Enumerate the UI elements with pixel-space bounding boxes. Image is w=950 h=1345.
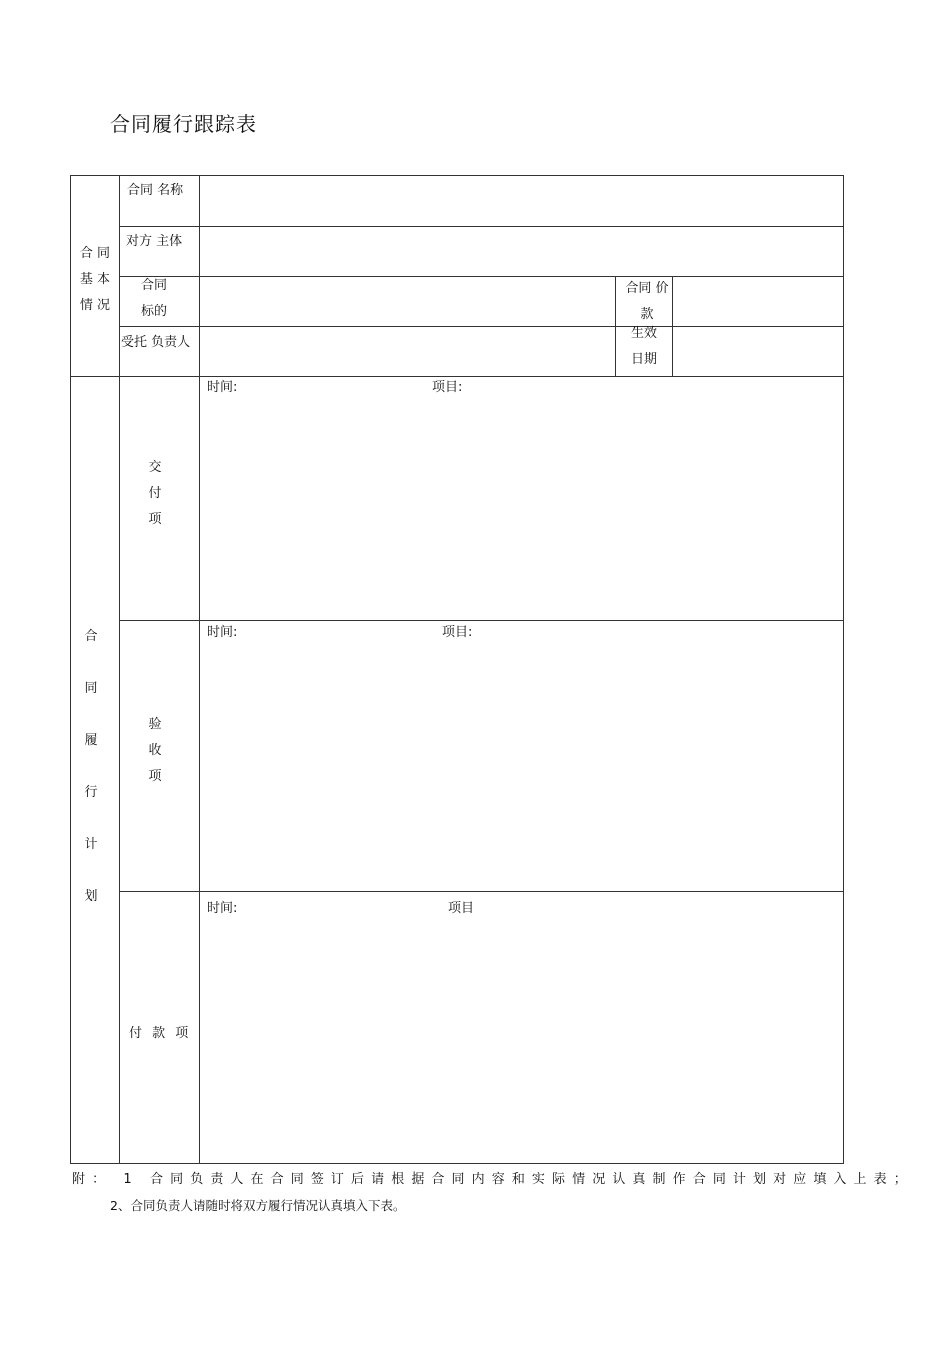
effective-date-field[interactable] [674,328,842,375]
acceptance-details-field[interactable] [201,640,842,890]
page-title: 合同履行跟踪表 [110,112,257,136]
contract-price-label-line: 合同 价 [625,281,669,296]
acceptance-label-char: 验 [148,717,162,732]
delivery-label-char: 付 [148,486,162,501]
delivery-details-field[interactable] [201,395,842,619]
counterparty-label: 对方 主体 [126,234,183,249]
plan-label-char: 同 [84,681,98,696]
row-divider [119,326,844,327]
performance-plan-section-label [70,611,112,923]
acceptance-label-char: 项 [148,769,162,784]
delegate-label: 受托 负责人 [121,335,191,350]
basic-info-label-line: 基 本 [79,272,111,287]
acceptance-label-char: 收 [148,743,162,758]
delivery-time-label: 时间: [207,380,238,395]
plan-label-char: 计 [84,837,98,852]
table-border-bottom [70,1163,844,1164]
table-border-top [70,175,844,176]
table-border-right [843,175,844,1164]
contract-subject-label-line: 合同 [140,278,167,293]
row-divider [119,891,844,892]
effective-date-label-line: 生效 [630,326,657,341]
footnote-line-2: 2、合同负责人请随时将双方履行情况认真填入下表。 [110,1198,406,1213]
plan-label-char: 履 [84,733,98,748]
basic-info-label-line: 情 况 [79,298,111,313]
payment-time-label: 时间: [207,901,238,916]
plan-label-char: 行 [84,785,98,800]
row-divider [119,276,844,277]
contract-name-label: 合同 名称 [127,183,184,198]
acceptance-item-label [120,712,190,790]
counterparty-field[interactable] [201,228,842,275]
effective-date-label-line: 日期 [630,352,657,367]
contract-price-field[interactable] [674,278,842,325]
footnote-line-1: 附： 1 合同负责人在合同签订后请根据合同内容和实际情况认真制作合同计划对应填入上表； [72,1172,914,1187]
contract-tracking-form [70,175,844,1164]
plan-label-char: 划 [84,889,98,904]
delegate-field[interactable] [201,328,614,375]
payment-details-field[interactable] [201,917,842,1161]
plan-label-char: 合 [84,629,98,644]
effective-date-label [616,321,672,373]
row-divider [119,226,844,227]
basic-info-label-line: 合 同 [79,246,111,261]
delivery-label-char: 交 [148,460,162,475]
contract-subject-label [120,273,188,325]
delivery-item-label [120,455,190,533]
payment-item-label: 付 款 项 [129,1026,192,1041]
delivery-item-field-label: 项目: [432,380,463,395]
acceptance-time-label: 时间: [207,625,238,640]
contract-price-label-line: 款 [640,307,654,322]
contract-name-field[interactable] [201,177,842,225]
delivery-label-char: 项 [148,512,162,527]
contract-subject-label-line: 标的 [140,304,167,319]
acceptance-item-field-label: 项目: [442,625,473,640]
column-divider [199,175,200,1164]
payment-item-field-label: 项目 [448,901,475,916]
basic-info-section-label [70,241,120,319]
contract-subject-field[interactable] [201,278,614,325]
